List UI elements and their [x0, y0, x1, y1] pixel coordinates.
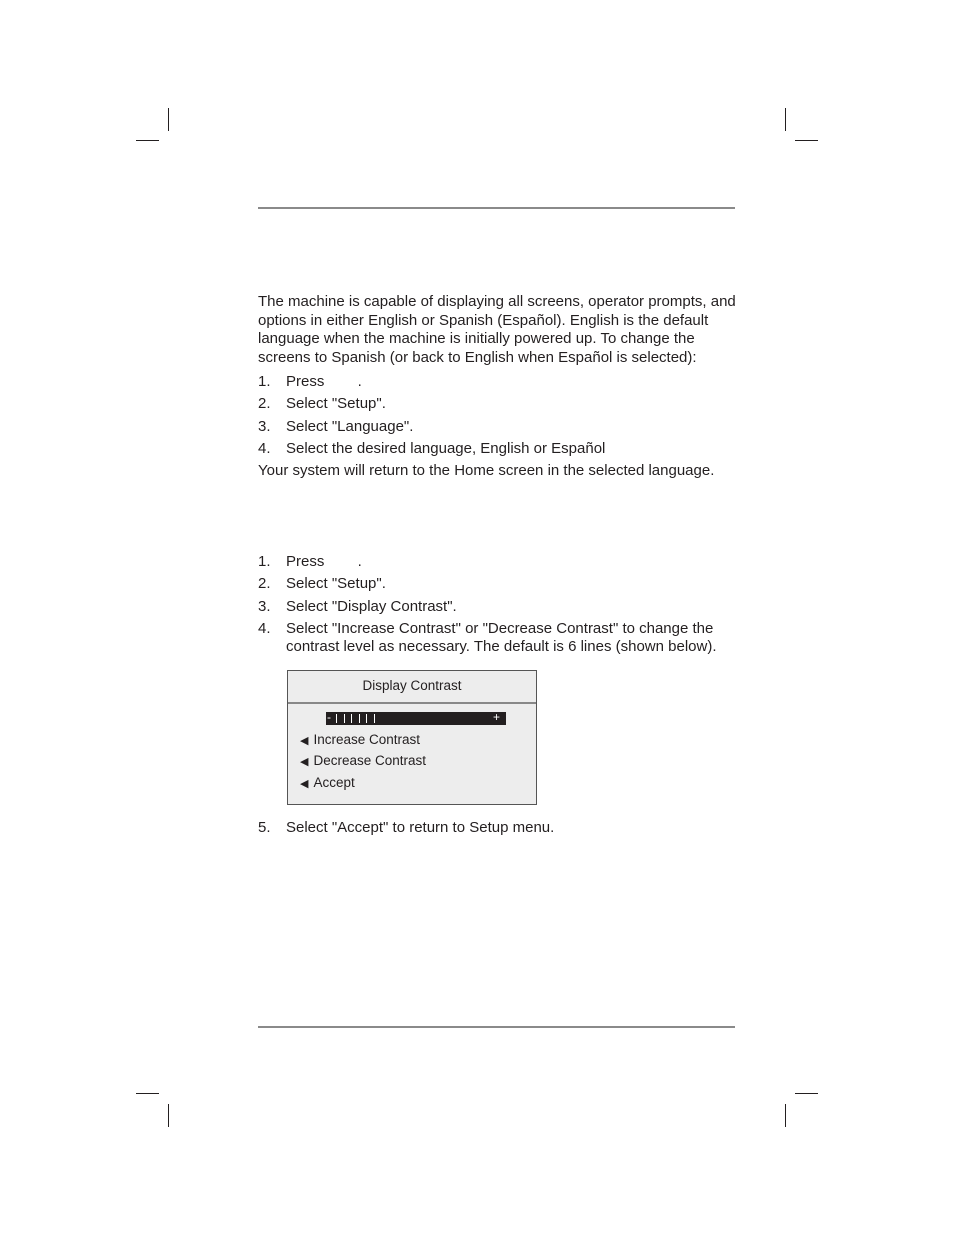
display-contrast-screen — [287, 670, 537, 805]
left-triangle-icon: ◀ — [300, 735, 309, 747]
crop-mark — [168, 108, 169, 131]
contrast-level-bar — [326, 712, 506, 725]
list-item: 2. Select "Setup". — [258, 395, 386, 413]
list-item: 2. Select "Setup". — [258, 575, 386, 593]
footer-rule — [258, 1026, 735, 1028]
list-item: 5. Select "Accept" to return to Setup menu. — [258, 819, 555, 836]
header-rule — [258, 207, 735, 209]
language-steps — [258, 373, 738, 462]
crop-mark — [795, 140, 818, 141]
crop-mark — [136, 1093, 159, 1094]
left-triangle-icon: ◀ — [300, 756, 309, 768]
final-step — [258, 819, 738, 841]
crop-mark — [168, 1104, 169, 1127]
crop-mark — [785, 108, 786, 131]
plus-sign: + — [492, 710, 500, 724]
list-item: 1. Press . — [258, 553, 362, 570]
contrast-steps — [258, 553, 738, 661]
menu-option-decrease-contrast[interactable]: ◀ Decrease Contrast — [300, 753, 427, 768]
contrast-tick — [336, 714, 337, 723]
intro-paragraph: The machine is capable of displaying all screens, operator prompts, and options in either English or Spanish (Español). English is the default language when the machine is initially powered up. To change the screens to Spanish (or back to English when Español is selected): — [258, 293, 736, 366]
list-item: 3. Select "Language". — [258, 417, 414, 435]
contrast-tick — [351, 714, 352, 723]
crop-mark — [136, 140, 159, 141]
menu-option-accept[interactable]: ◀ Accept — [300, 775, 355, 790]
contrast-tick — [359, 714, 360, 723]
minus-sign: - — [327, 710, 331, 724]
contrast-tick — [344, 714, 345, 723]
return-note: Your system will return to the Home screen in the selected language. — [258, 462, 715, 479]
list-item: 4. Select the desired language, English or Español — [258, 439, 606, 457]
list-item: 4. Select "Increase Contrast" or "Decrease Contrast" to change the contrast level as necessary. The default is 6 lines (shown below). — [258, 619, 717, 656]
crop-mark — [785, 1104, 786, 1127]
screen-title: Display Contrast — [288, 671, 536, 704]
left-triangle-icon: ◀ — [300, 778, 309, 790]
menu-option-increase-contrast[interactable]: ◀ Increase Contrast — [300, 732, 421, 747]
contrast-tick — [366, 714, 367, 723]
contrast-tick — [374, 714, 375, 723]
crop-mark — [795, 1093, 818, 1094]
list-item: 3. Select "Display Contrast". — [258, 597, 457, 615]
list-item: 1. Press . — [258, 373, 362, 390]
